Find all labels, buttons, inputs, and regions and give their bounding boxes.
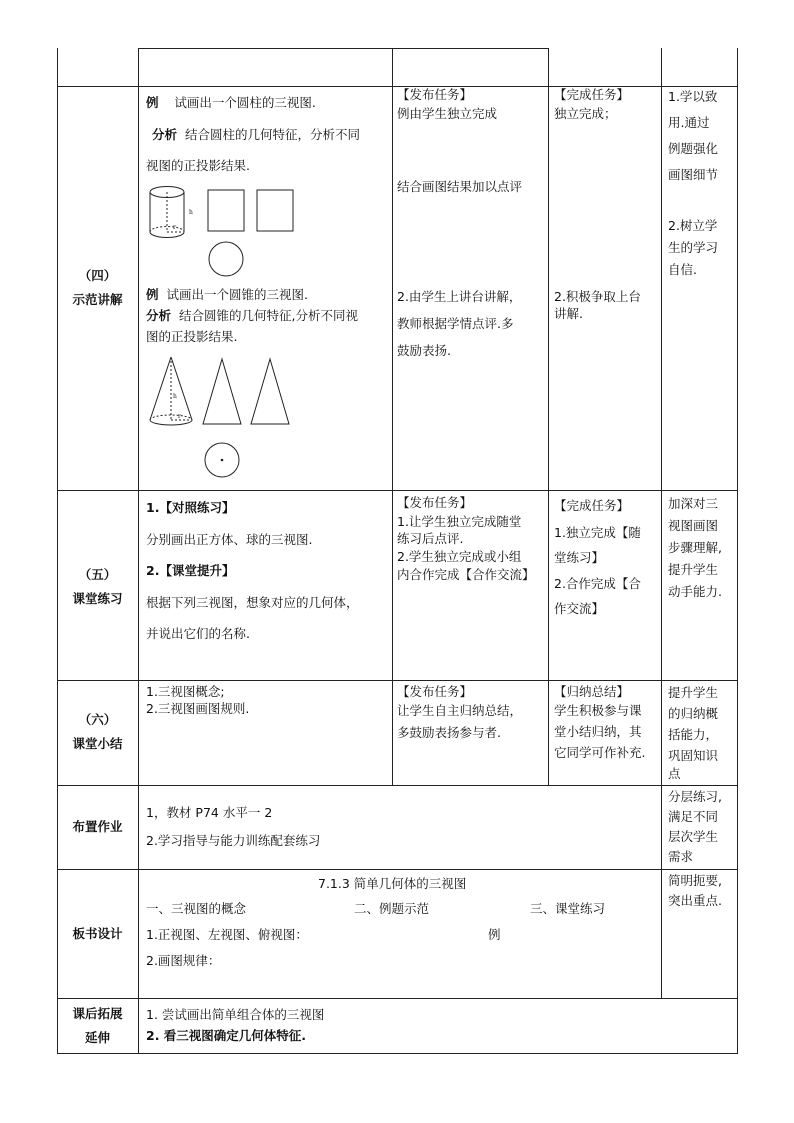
board-line1: 1.正视图、左视图、俯视图： bbox=[146, 927, 308, 942]
s5-item2-title: 2.【课堂提升】 bbox=[146, 563, 235, 578]
section5-label-number: （五） bbox=[78, 567, 117, 582]
s4-teacher-line3c: 鼓励表扬. bbox=[397, 343, 451, 358]
cone-side-view bbox=[251, 359, 289, 424]
extension-item2: 2. 看三视图确定几何体特征. bbox=[146, 1028, 307, 1043]
s5-student-2a: 2.合作完成【合 bbox=[554, 576, 641, 591]
section6-label-number: （六） bbox=[78, 712, 117, 727]
grid-line bbox=[57, 785, 738, 786]
s4-teacher-line1: 例由学生独立完成 bbox=[397, 106, 498, 121]
grid-line bbox=[57, 869, 738, 870]
s4-purpose-1d: 画图细节 bbox=[668, 167, 719, 182]
s4-teacher-line3b: 教师根据学情点评.多 bbox=[397, 316, 514, 331]
board-line2: 2.画图规律： bbox=[146, 953, 221, 968]
grid-line bbox=[57, 1053, 738, 1054]
example1-label: 例 bbox=[146, 95, 159, 110]
s4-purpose-1a: 1.学以致 bbox=[668, 89, 718, 104]
board-title: 7.1.3 简单几何体的三视图 bbox=[318, 876, 467, 891]
s4-student-line2b: 讲解. bbox=[554, 306, 583, 321]
s6-student-b: 堂小结归纳，其 bbox=[554, 724, 642, 739]
section6-label-name: 课堂小结 bbox=[72, 736, 123, 751]
grid-line bbox=[392, 48, 393, 785]
s6-item1: 1.三视图概念; bbox=[146, 684, 225, 699]
grid-line bbox=[138, 48, 548, 49]
s5-student-1a: 1.独立完成【随 bbox=[554, 525, 641, 540]
homework-item2: 2.学习指导与能力训练配套练习 bbox=[146, 833, 321, 848]
s5-teacher-1a: 1.让学生独立完成随堂 bbox=[397, 514, 522, 529]
analysis1-text-b: 视图的正投影结果. bbox=[146, 158, 250, 173]
cone-radius-label: r bbox=[178, 413, 181, 420]
s4-purpose-1c: 例题强化 bbox=[668, 141, 719, 156]
example1 bbox=[146, 92, 316, 114]
grid-line bbox=[661, 48, 662, 998]
section4-label-number: （四） bbox=[78, 268, 117, 283]
section4-label-name: 示范讲解 bbox=[72, 292, 123, 307]
s4-purpose-1b: 用.通过 bbox=[668, 115, 710, 130]
s6-student-c: 它同学可作补充. bbox=[554, 745, 646, 760]
analysis1 bbox=[152, 124, 360, 146]
extension-label bbox=[57, 1002, 138, 1050]
s4-student-line2a: 2.积极争取上台 bbox=[554, 289, 641, 304]
board-purpose-b: 突出重点. bbox=[668, 893, 722, 908]
cone-three-views-figure bbox=[145, 352, 305, 482]
homework-label: 布置作业 bbox=[72, 819, 123, 834]
s6-purpose-e: 点 bbox=[668, 766, 681, 781]
s6-item2: 2.三视图画图规则. bbox=[146, 701, 250, 716]
homework-purpose-d: 需求 bbox=[668, 849, 694, 864]
board-col3: 三、课堂练习 bbox=[530, 901, 606, 916]
cylinder-radius-label: r bbox=[173, 224, 176, 231]
s6-purpose-c: 括能力， bbox=[668, 727, 719, 742]
board-label: 板书设计 bbox=[72, 926, 123, 941]
homework-purpose-c: 层次学生 bbox=[668, 829, 719, 844]
s5-purpose-c: 步骤理解, bbox=[668, 540, 722, 555]
board-line1-example: 例 bbox=[488, 927, 501, 942]
s6-teacher-task-title: 【发布任务】 bbox=[397, 684, 473, 699]
analysis2-text-a: 结合圆锥的几何特征,分析不同视 bbox=[178, 308, 358, 323]
board-purpose-a: 简明扼要, bbox=[668, 873, 722, 888]
s4-purpose-2c: 自信. bbox=[668, 262, 697, 277]
analysis2 bbox=[146, 306, 358, 326]
example2-label: 例 bbox=[146, 287, 159, 302]
example2-text: 试画出一个圆锥的三视图. bbox=[166, 287, 308, 302]
analysis1-label: 分析 bbox=[152, 127, 178, 142]
s6-purpose-d: 巩固知识 bbox=[668, 748, 719, 763]
cylinder-side-view bbox=[257, 190, 293, 231]
s6-teacher-b: 多鼓励表扬参与者. bbox=[397, 725, 501, 740]
s5-teacher-1b: 练习后点评. bbox=[397, 531, 464, 546]
grid-line bbox=[548, 48, 549, 785]
s5-student-task-title: 【完成任务】 bbox=[554, 498, 630, 513]
example1-text: 试画出一个圆柱的三视图. bbox=[174, 95, 316, 110]
extension-label-b: 延伸 bbox=[84, 1030, 110, 1045]
section5-label bbox=[57, 563, 138, 611]
s5-purpose-b: 视图画图 bbox=[668, 518, 719, 533]
section5-label-name: 课堂练习 bbox=[72, 591, 123, 606]
s6-purpose-a: 提升学生 bbox=[668, 685, 719, 700]
cylinder-bottom-front bbox=[150, 232, 184, 238]
cone-height-label: h bbox=[173, 393, 177, 400]
s6-student-a: 学生积极参与课 bbox=[554, 703, 642, 718]
homework-item1: 1，教材 P74 水平一 2 bbox=[146, 805, 273, 820]
s4-student-task-title: 【完成任务】 bbox=[554, 87, 630, 102]
analysis1-text-a: 结合圆柱的几何特征，分析不同 bbox=[184, 127, 360, 142]
s4-purpose-2b: 生的学习 bbox=[668, 240, 719, 255]
s5-purpose-e: 动手能力. bbox=[668, 584, 722, 599]
s5-teacher-2a: 2.学生独立完成或小组 bbox=[397, 549, 522, 564]
s5-item2-text-b: 并说出它们的名称. bbox=[146, 626, 250, 641]
s4-purpose-2a: 2.树立学 bbox=[668, 218, 718, 233]
s5-item1-text: 分别画出正方体、球的三视图. bbox=[146, 532, 313, 547]
cylinder-front-view bbox=[208, 190, 244, 231]
analysis2-text-b: 图的正投影结果. bbox=[146, 329, 238, 344]
s5-student-2b: 作交流】 bbox=[554, 601, 605, 616]
cone-base-front bbox=[150, 420, 192, 425]
s6-teacher-a: 让学生自主归纳总结， bbox=[397, 703, 523, 718]
s5-item2-text-a: 根据下列三视图，想象对应的几何体， bbox=[146, 595, 359, 610]
grid-line bbox=[57, 998, 738, 999]
s4-teacher-task-title: 【发布任务】 bbox=[397, 87, 473, 102]
s5-student-1b: 堂练习】 bbox=[554, 550, 605, 565]
s6-purpose-b: 的归纳概 bbox=[668, 706, 719, 721]
s5-teacher-task-title: 【发布任务】 bbox=[397, 495, 473, 510]
board-col2: 二、例题示范 bbox=[354, 901, 430, 916]
extension-label-a: 课后拓展 bbox=[72, 1006, 123, 1021]
cylinder-height-label: h bbox=[189, 209, 193, 216]
s5-teacher-2b: 内合作完成【合作交流】 bbox=[397, 567, 535, 582]
board-col1: 一、三视图的概念 bbox=[146, 901, 247, 916]
homework-purpose-a: 分层练习, bbox=[668, 789, 722, 804]
grid-line bbox=[737, 48, 738, 1053]
example2 bbox=[146, 285, 308, 305]
cylinder-three-views-figure bbox=[145, 182, 305, 280]
cone-left-edge bbox=[150, 357, 171, 420]
section6-label bbox=[57, 708, 138, 756]
s5-item1-title: 1.【对照练习】 bbox=[146, 500, 235, 515]
analysis2-label: 分析 bbox=[146, 308, 172, 323]
grid-line bbox=[138, 48, 139, 1053]
cone-right-edge bbox=[171, 357, 192, 420]
s4-student-line1: 独立完成； bbox=[554, 106, 617, 121]
s5-purpose-d: 提升学生 bbox=[668, 562, 719, 577]
cone-front-view bbox=[203, 359, 241, 424]
grid-line bbox=[57, 490, 738, 491]
s4-teacher-line2: 结合画图结果加以点评 bbox=[397, 179, 523, 194]
s6-student-task-title: 【归纳总结】 bbox=[554, 684, 630, 699]
homework-purpose-b: 满足不同 bbox=[668, 809, 719, 824]
grid-line bbox=[57, 48, 58, 1053]
cylinder-top-view bbox=[209, 242, 243, 276]
s4-teacher-line3a: 2.由学生上讲台讲解， bbox=[397, 289, 522, 304]
s5-purpose-a: 加深对三 bbox=[668, 496, 719, 511]
grid-line bbox=[57, 680, 738, 681]
extension-item1: 1. 尝试画出简单组合体的三视图 bbox=[146, 1007, 325, 1022]
section4-label bbox=[57, 264, 138, 312]
cone-apex-dot bbox=[221, 459, 223, 461]
